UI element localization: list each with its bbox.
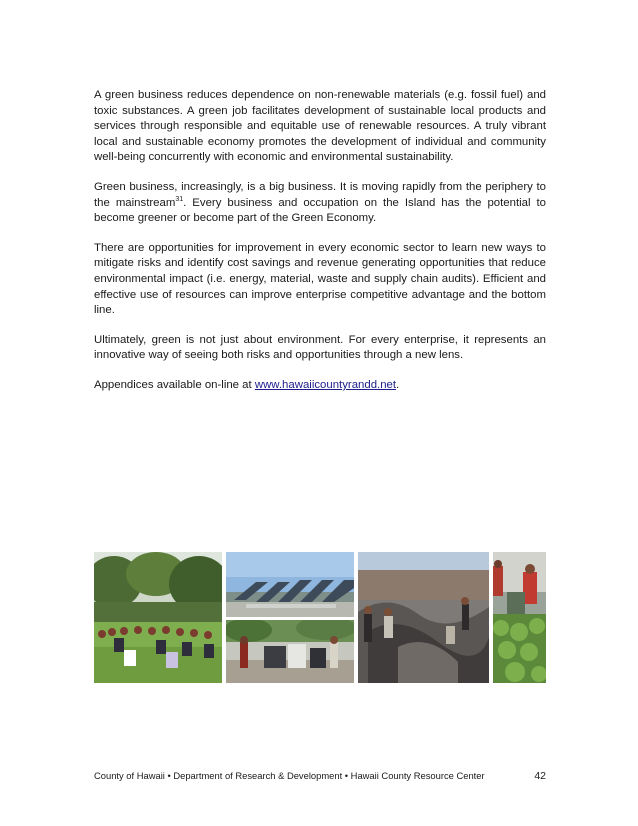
paragraph-big-business-text-end: . Every business and occupation on the Island has the potential to become greener or become part of the Green Economy.	[94, 196, 546, 225]
appendices-text: Appendices available on-line at	[94, 378, 255, 391]
photo-solar-panels	[226, 552, 354, 617]
footer-text: County of Hawaii • Department of Research & Development • Hawaii County Resource Center	[94, 770, 485, 781]
paragraph-big-business-text: Green business, increasingly, is a big business. It is moving rapidly from the periphery to the mainstream	[94, 180, 546, 209]
paragraph-appendices	[94, 378, 546, 394]
paragraph-opportunities: There are opportunities for improvement in every economic sector to learn new ways to mitigate risks and identify cost savings and revenue generating opportunities that reduce environmental impact (i.e. energy, material, waste and supply chain audits). Efficient and effective use of resources can improve enterprise competitive advantage and the bottom line.	[94, 241, 546, 317]
paragraph-big-business	[94, 180, 546, 227]
body-text	[94, 88, 546, 408]
photo-strip	[94, 552, 546, 683]
appendices-text-end: .	[396, 378, 400, 391]
photo-lava-field	[358, 552, 489, 683]
photo-park-gathering	[94, 552, 222, 683]
page-number: 42	[534, 770, 546, 782]
paragraph-green-business: A green business reduces dependence on non-renewable materials (e.g. fossil fuel) and toxic substances. A green job facilitates development of sustainable local products and services through responsible and equitable use of renewable resources. A truly vibrant local and sustainable economy promotes the development of individual and community well-being concurrently with economic and environmental sustainability.	[94, 89, 546, 164]
footnote-reference: 31	[175, 195, 184, 203]
photo-recycling-bins	[226, 620, 354, 683]
photo-farmers-market	[493, 552, 546, 683]
appendices-link[interactable]: www.hawaiicountyrandd.net	[254, 378, 397, 391]
paragraph-ultimately: Ultimately, green is not just about environment. For every enterprise, it represents an innovative way of seeing both risks and opportunities through a new lens.	[94, 333, 546, 362]
page-footer	[94, 770, 546, 782]
